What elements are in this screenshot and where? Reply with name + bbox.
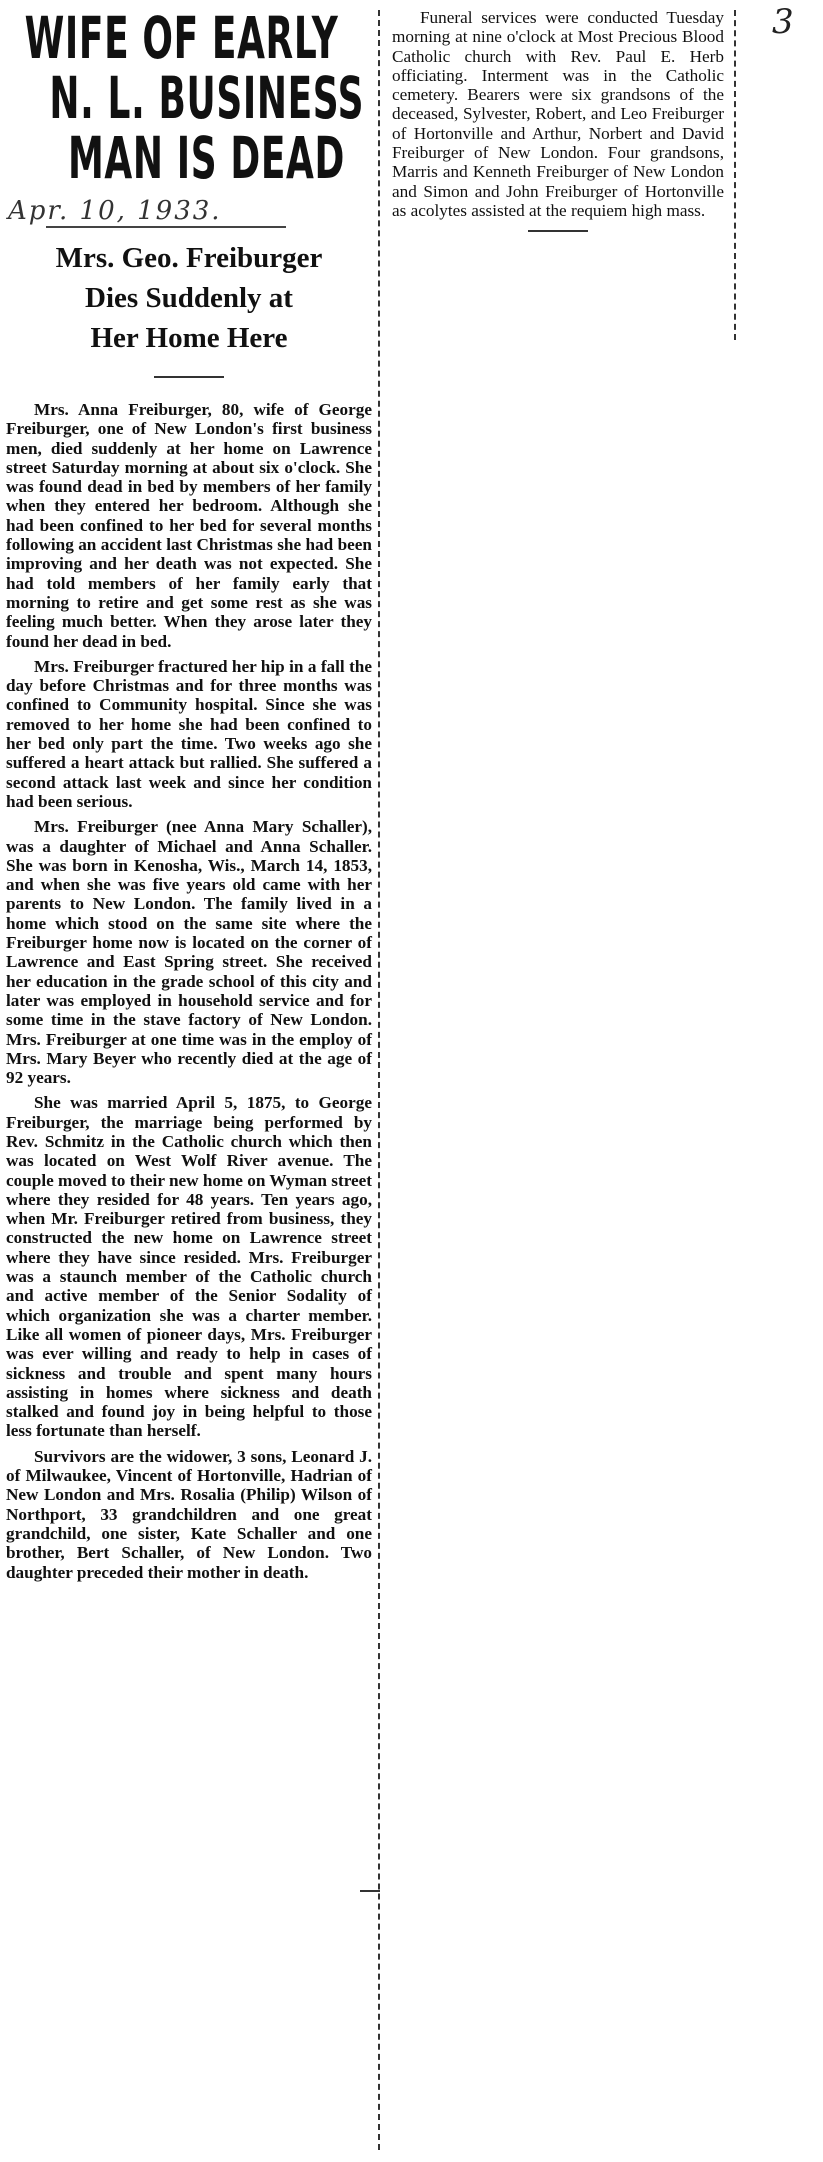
subhead-line-3: Her Home Here — [90, 322, 288, 354]
subhead-line-1: Mrs. Geo. Freiburger — [55, 242, 323, 274]
column-rule — [378, 10, 380, 2150]
paragraph-funeral: Funeral services were conducted Tuesday morning at nine o'clock at Most Precious Blood Catholic church with Rev. Paul E. Herb officiating. Interment was in the Catholic cemetery. Bearers were six grandsons of the deceased, Sylvester, Robert, and Leo Freiburger of Hortonville and Arthur, Norbert and David Freiburger of New London. Four grandsons, Marris and Kenneth Freiburger of New London and Simon and John Freiburger of Hortonville as acolytes assisted at the requiem high mass. — [392, 8, 724, 220]
handwritten-underline — [46, 226, 286, 228]
article-left-column — [6, 4, 372, 1588]
paragraph-5: Survivors are the widower, 3 sons, Leonard J. of Milwaukee, Vincent of Hortonville, Hadrian of New London and Mrs. Rosalia (Philip) Wilson of Northport, 33 grandchildren and one great grandchild, one sister, Kate Schaller and one brother, Bert Schaller, of New London. Two daughter preceded their mother in death. — [6, 1446, 372, 1582]
headline-line-3: MAN IS DEAD — [68, 124, 345, 192]
subhead-line-2: Dies Suddenly at — [85, 282, 293, 314]
article-right-column — [392, 8, 724, 232]
headline-line-1: WIFE OF EARLY — [24, 4, 339, 72]
subhead-separator — [154, 376, 224, 378]
paragraph-4: She was married April 5, 1875, to George Freiburger, the marriage being performed by Rev. Schmitz in the Catholic church which then was located on West Wolf River avenue. The couple moved to their new home on Wyman street where they resided for 48 years. Ten years ago, when Mr. Freiburger retired from business, they constructed the new home on Lawrence street where they have since resided. Mrs. Freiburger was a staunch member of the Catholic church and active member of the Senior Sodality of which organization she was a charter member. Like all women of pioneer days, Mrs. Freiburger was ever willing and ready to help in cases of sickness and trouble and spent many hours assisting in homes where sickness and death stalked and found joy in being helpful to those less fortunate than herself. — [6, 1093, 372, 1441]
paragraph-3: Mrs. Freiburger (nee Anna Mary Schaller), was a daughter of Michael and Anna Schaller. She was born in Kenosha, Wis., March 14, 1853, and when she was five years old came with her parents to New London. The family lived in a home which stood on the same site where the Freiburger home now is located on the corner of Lawrence and East Spring street. She received her education in the grade school of this city and later was employed in household service and for some time in the stave factory of New London. Mrs. Freiburger at one time was in the employ of Mrs. Mary Beyer who recently died at the age of 92 years. — [6, 817, 372, 1088]
column-rule-right — [734, 10, 736, 340]
rule-tick — [360, 1890, 380, 1892]
paragraph-2: Mrs. Freiburger fractured her hip in a fall the day before Christmas and for three months was confined to Community hospital. Since she was removed to her home she had been confined to her bed only part the time. Two weeks ago she suffered a heart attack but rallied. She suffered a second attack last week and since her condition had been serious. — [6, 656, 372, 811]
handwritten-date: Apr. 10, 1933. — [8, 196, 222, 226]
subheadline — [6, 238, 372, 358]
end-rule — [528, 230, 588, 232]
paragraph-1: Mrs. Anna Freiburger, 80, wife of George Freiburger, one of New London's first business men, died suddenly at her home on Lawrence street Saturday morning at about six o'clock. She was found dead in bed by members of her family when they entered her bedroom. Although she had been confined to her bed for several months following an accident last Christmas she had been improving and her death was not expected. She had told members of her family early that morning to retire and get some rest as she was feeling much better. When they arose later they found her dead in bed. — [6, 400, 372, 651]
page-number: 3 — [772, 2, 794, 42]
headline — [6, 4, 372, 192]
headline-line-2: N. L. BUSINESS — [49, 64, 365, 132]
